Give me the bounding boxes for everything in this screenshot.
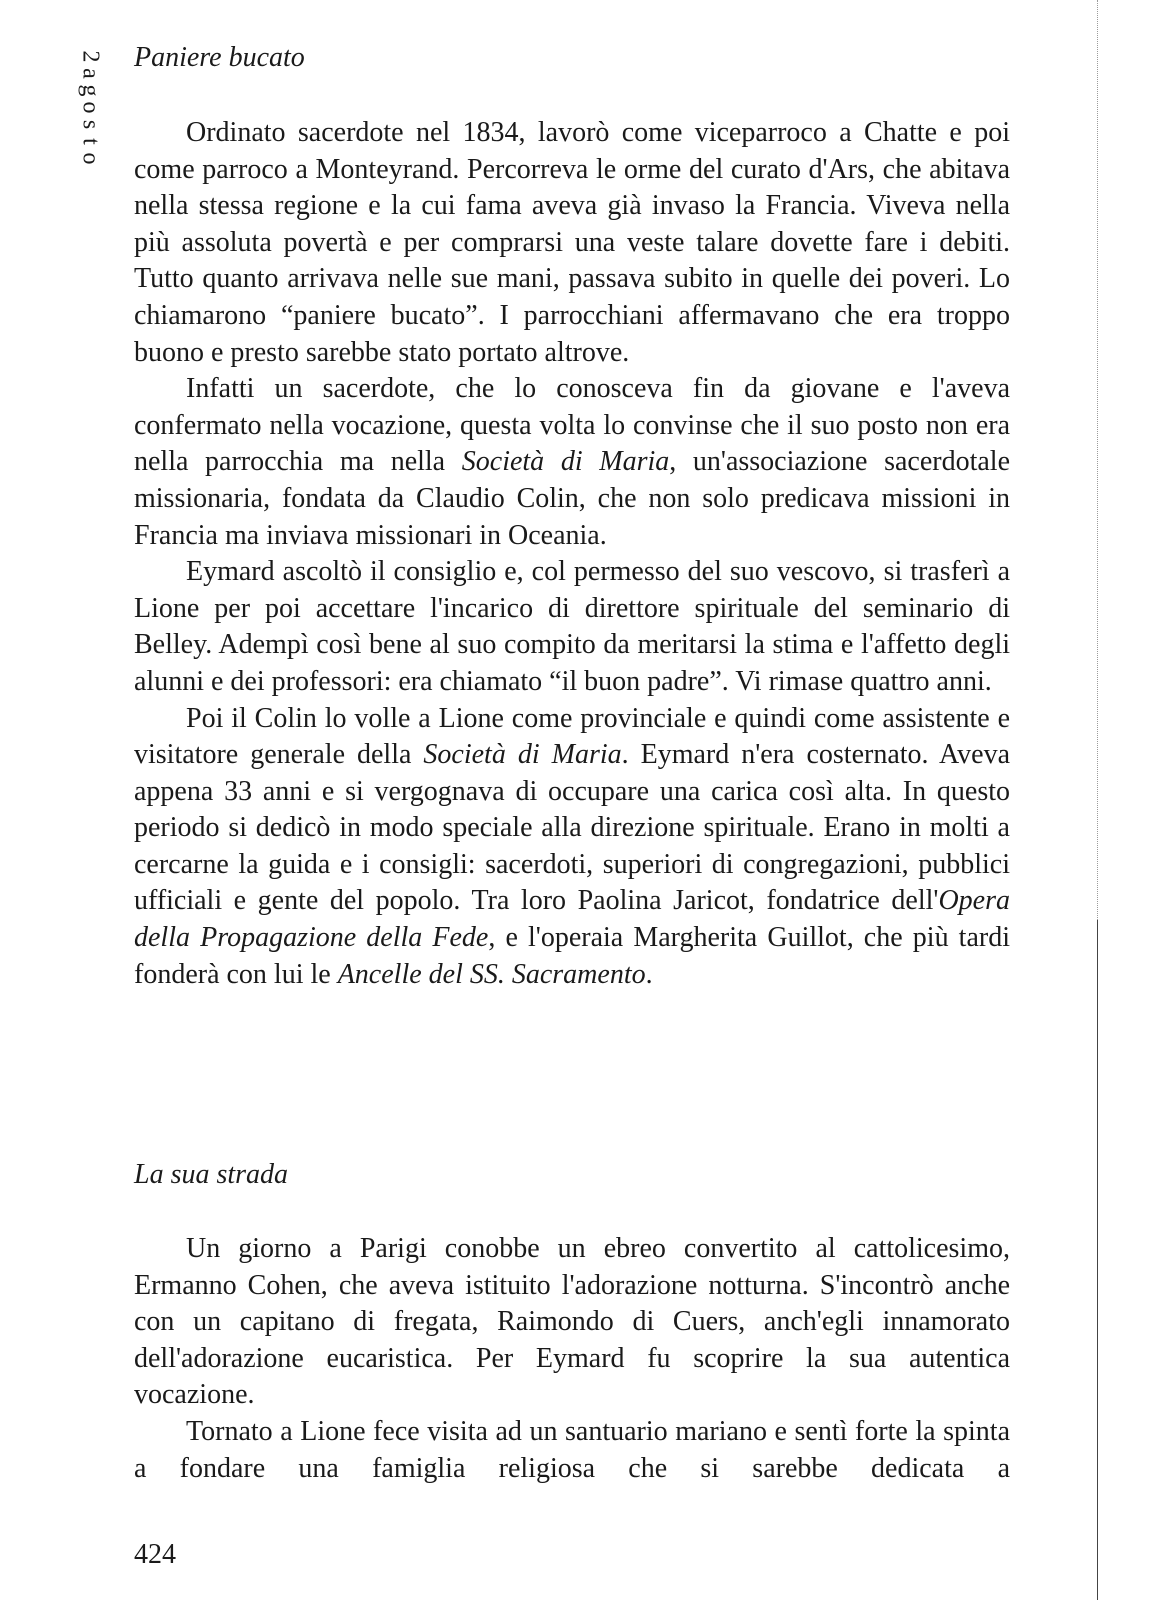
paragraph: Eymard ascoltò il consiglio e, col permesso del suo vescovo, si trasferì a Lione per poi accettare l'incarico di direttore spirituale del seminario di Belley. Adempì così bene al suo compito da meritarsi la stima e l'affetto degli alunni e dei professori: era chiamato “il buon padre”. Vi rimase quattro anni. xyxy=(134,556,1010,697)
section-body xyxy=(134,115,1010,993)
section-body xyxy=(134,1231,1010,1487)
paragraph: Un giorno a Parigi conobbe un ebreo convertito al cattolicesimo, Ermanno Cohen, che aveva istituito l'adorazione notturna. S'incontrò anche con un capitano di fregata, Raimondo di Cuers, anch'egli innamorato dell'adorazione eucaristica. Per Eymard fu scoprire la sua autentica vocazione. xyxy=(134,1233,1010,1411)
section-title: Paniere bucato xyxy=(134,42,305,73)
paragraph: Infatti un sacerdote, che lo conosceva fin da giovane e l'aveva confermato nella vocazione, questa volta lo convinse che il suo posto non era nella parrocchia ma nella Società di Maria, un'associazione sacerdotale missionaria, fondata da Claudio Colin, che non solo predicava missioni in Francia ma inviava missionari in Oceania. xyxy=(134,373,1010,551)
section-title: La sua strada xyxy=(134,1159,289,1190)
paragraph: Ordinato sacerdote nel 1834, lavorò come viceparroco a Chatte e poi come parroco a Monteyrand. Percorreva le orme del curato d'Ars, che abitava nella stessa regione e la cui fama aveva già invaso la Francia. Viveva nella più assoluta povertà e per comprarsi una veste talare dovette fare i debiti. Tutto quanto arrivava nelle sue mani, passava subito in quelle dei poveri. Lo chiamarono “paniere bucato”. I parrocchiani affermavano che era troppo buono e presto sarebbe stato portato altrove. xyxy=(134,117,1010,368)
side-date-label: 2 a g o s t o xyxy=(77,50,104,165)
page-edge-line-solid xyxy=(1097,920,1098,1600)
paragraph: Poi il Colin lo volle a Lione come provinciale e quindi come assistente e visitatore generale della Società di Maria. Eymard n'era costernato. Aveva appena 33 anni e si vergognava di occupare una carica così alta. In questo periodo si dedicò in modo speciale alla direzione spirituale. Erano in molti a cercarne la guida e i consigli: sacerdoti, superiori di congregazioni, pubblici ufficiali e gente del popolo. Tra loro Paolina Jaricot, fondatrice dell'Opera della Propagazione della Fede, e l'operaia Margherita Guillot, che più tardi fonderà con lui le Ancelle del SS. Sacramento. xyxy=(134,702,1010,990)
paragraph: Tornato a Lione fece visita ad un santuario mariano e sentì forte la spinta a fondare una famiglia religiosa che si sarebbe dedicata a xyxy=(134,1415,1010,1484)
page-number: 424 xyxy=(134,1539,176,1570)
